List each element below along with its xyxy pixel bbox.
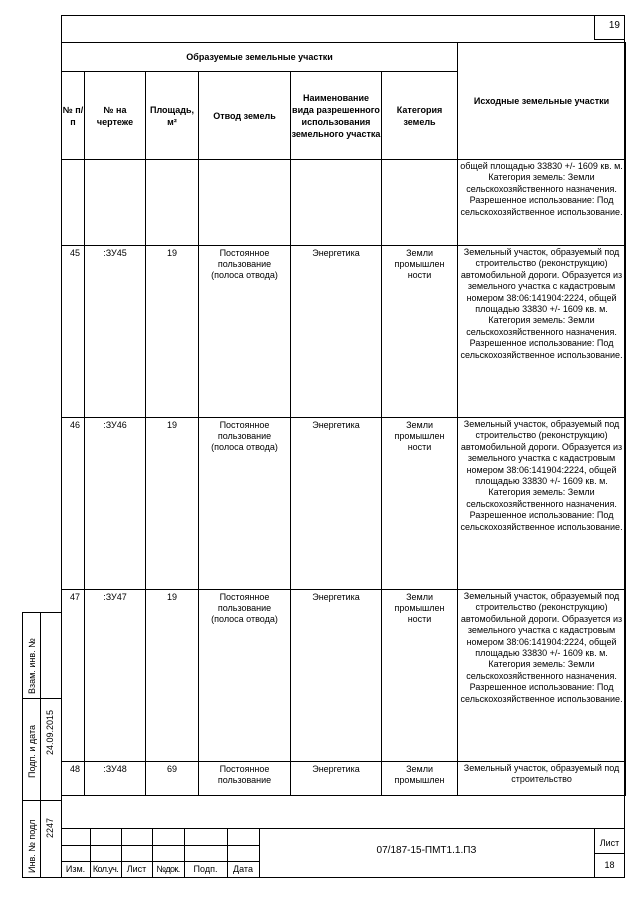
row-allotment: Постоянное пользование (полоса отвода) (199, 418, 291, 590)
row-allotment: Постоянное пользование (199, 762, 291, 796)
inv-orig-value: 2247 (45, 817, 55, 838)
row-num: 48 (62, 762, 85, 796)
row-drawing: :ЗУ46 (85, 418, 146, 590)
continuation-text: общей площадью 33830 +/- 1609 кв. м. Категория земель: Земли сельскохозяйственного назначения. Разрешенное использование: Под сельскохозяйственное использование. (458, 160, 626, 246)
table-row (62, 160, 626, 246)
row-category: Земли промышлен ности (382, 418, 458, 590)
table-row (62, 246, 626, 418)
row-drawing: :ЗУ45 (85, 246, 146, 418)
land-plots-table (61, 42, 626, 796)
col-sign-label: Подп. (193, 864, 218, 874)
table-row (62, 418, 626, 590)
group-title: Образуемые земельные участки (62, 43, 458, 72)
row-use: Энергетика (291, 762, 382, 796)
row-num: 47 (62, 590, 85, 762)
table-row (62, 590, 626, 762)
row-source: Земельный участок, образуемый под строительство (реконструкцию) автомобильной дороги. Образуется из земельного участка с кадастровым номером 38:06:141904:2224, общей площадью 33830 +/- 1609 кв. м. Категория земель: Земли сельскохозяйственного назначения. Разрешенное использование: Под сельскохозяйственное использование. (458, 418, 626, 590)
inv-orig-label: Инв. № подл (27, 819, 37, 873)
row-allotment: Постоянное пользование (полоса отвода) (199, 590, 291, 762)
row-use: Энергетика (291, 418, 382, 590)
document-code: 07/187-15-ПМТ1.1.ПЗ (376, 845, 477, 856)
sheet-label: Лист (599, 838, 620, 848)
row-drawing: :ЗУ47 (85, 590, 146, 762)
col-category-header: Категория земель (382, 72, 458, 160)
col-docnum-label: №док. (156, 864, 180, 874)
col-count-label: Кол.уч. (92, 864, 119, 874)
row-use: Энергетика (291, 590, 382, 762)
row-source: Земельный участок, образуемый под строительство (реконструкцию) автомобильной дороги. Образуется из земельного участка с кадастровым номером 38:06:141904:2224, общей площадью 33830 +/- 1609 кв. м. Категория земель: Земли сельскохозяйственного назначения. Разрешенное использование: Под сельскохозяйственное использование. (458, 246, 626, 418)
row-drawing: :ЗУ48 (85, 762, 146, 796)
col-source-header: Исходные земельные участки (458, 43, 626, 160)
col-change-label: Изм. (65, 864, 86, 874)
col-area-header: Площадь, м² (146, 72, 199, 160)
row-source: Земельный участок, образуемый под строительство (реконструкцию) автомобильной дороги. Образуется из земельного участка с кадастровым номером 38:06:141904:2224, общей площадью 33830 +/- 1609 кв. м. Категория земель: Земли сельскохозяйственного назначения. Разрешенное использование: Под сельскохозяйственное использование. (458, 590, 626, 762)
table-row (62, 762, 626, 796)
row-area: 69 (146, 762, 199, 796)
col-num-header: № п/п (62, 72, 85, 160)
sheet-number: 18 (604, 860, 615, 870)
col-drawing-header: № на чертеже (85, 72, 146, 160)
sign-date-value: 24.09.2015 (45, 709, 55, 755)
row-num: 46 (62, 418, 85, 590)
replaced-inv-label: Взам. инв. № (27, 638, 37, 694)
col-sheet-label: Лист (126, 864, 147, 874)
row-area: 19 (146, 418, 199, 590)
row-category: Земли промышлен (382, 762, 458, 796)
col-allotment-header: Отвод земель (199, 72, 291, 160)
row-category: Земли промышлен ности (382, 246, 458, 418)
row-area: 19 (146, 246, 199, 418)
col-date-label: Дата (233, 864, 253, 874)
row-category: Земли промышлен ности (382, 590, 458, 762)
row-source: Земельный участок, образуемый под строительство (458, 762, 626, 796)
col-use-header: Наименование вида разрешенного использования земельного участка (291, 72, 382, 160)
page-number: 19 (594, 15, 624, 40)
row-use: Энергетика (291, 246, 382, 418)
row-allotment: Постоянное пользование (полоса отвода) (199, 246, 291, 418)
row-area: 19 (146, 590, 199, 762)
row-num: 45 (62, 246, 85, 418)
sign-date-label: Подп. и дата (27, 724, 37, 778)
